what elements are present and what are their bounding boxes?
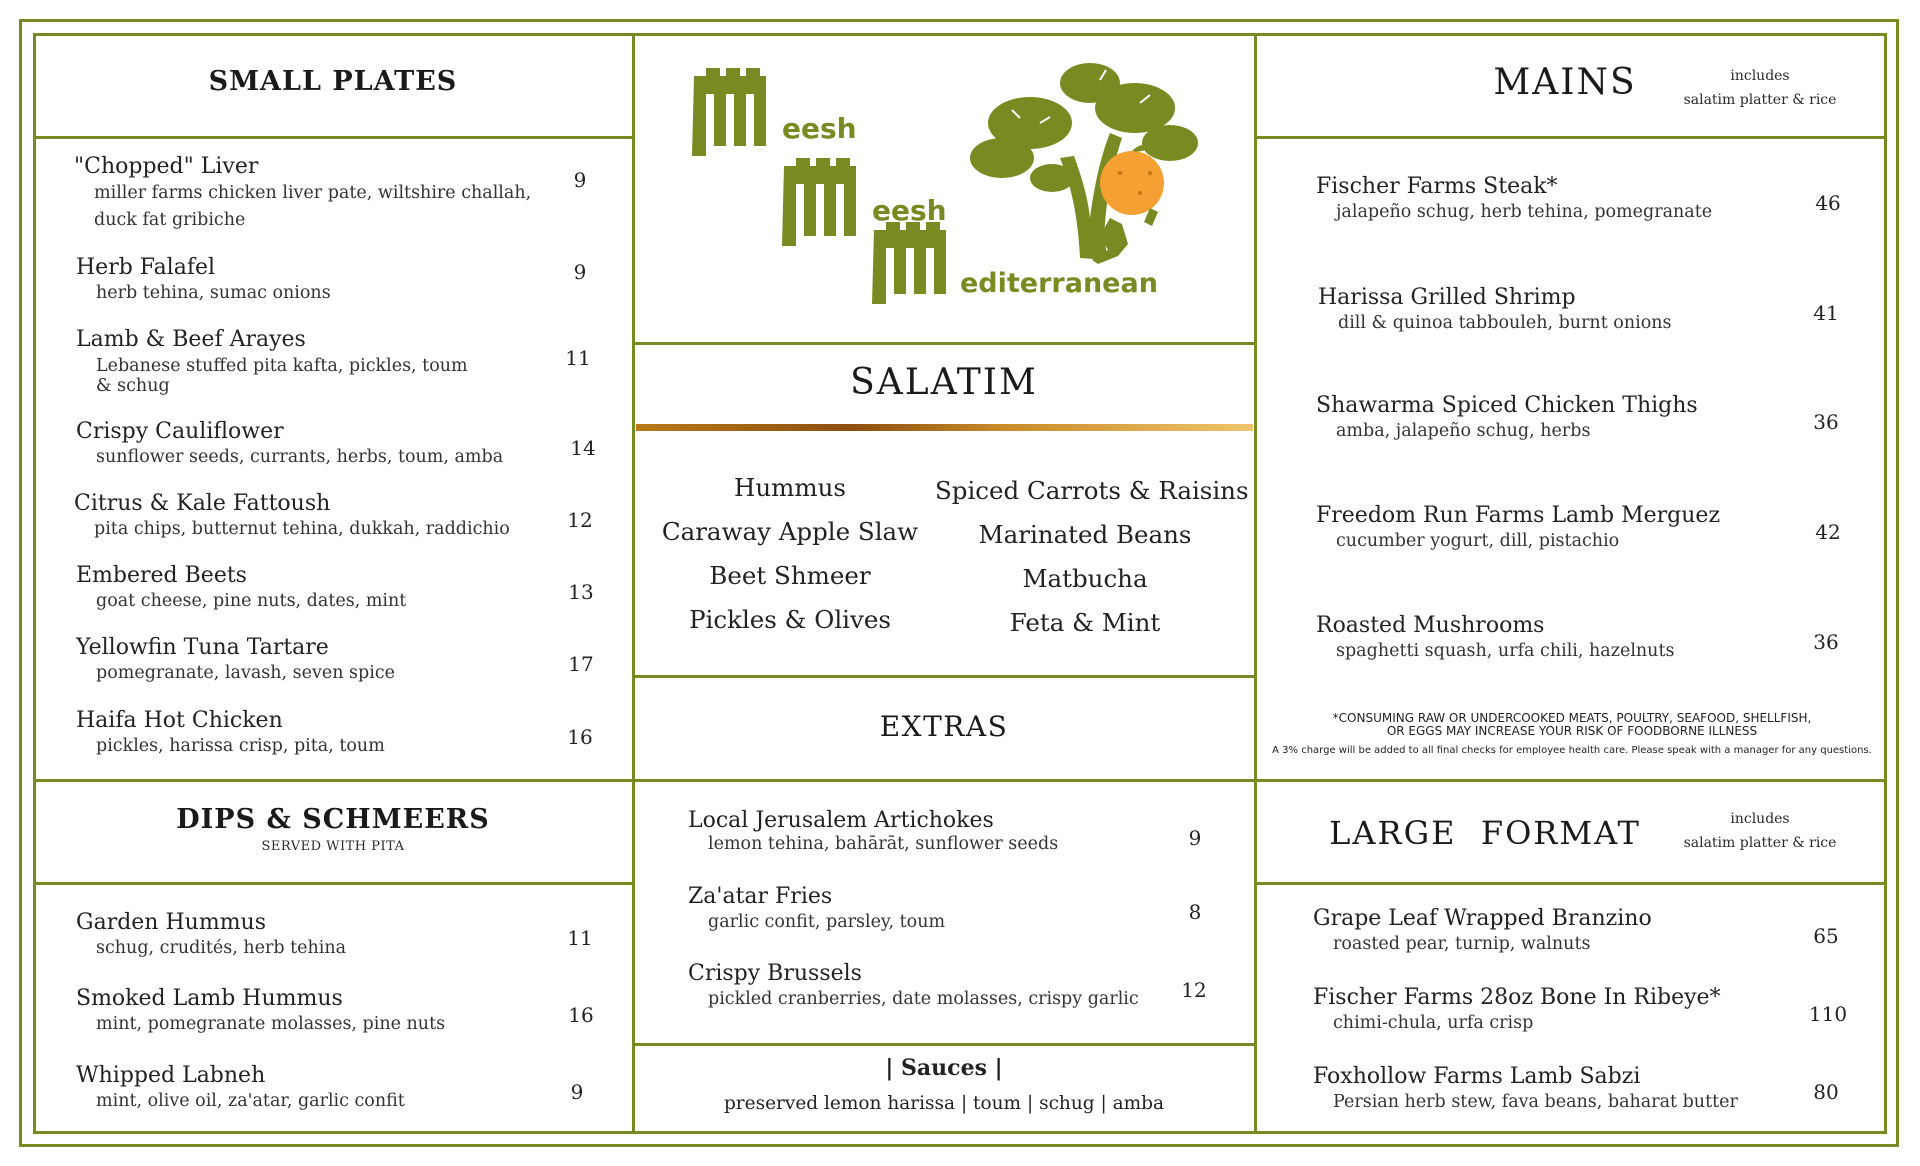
menu-item <box>74 154 544 234</box>
mains-header-rule <box>1255 136 1887 139</box>
item-description: herb tehina, sumac onions <box>96 283 331 303</box>
mains-note-line2: salatim platter & rice <box>1683 92 1837 108</box>
menu-item <box>76 910 546 960</box>
item-description: lemon tehina, bahārāt, sunflower seeds <box>708 834 1059 854</box>
item-description: miller farms chicken liver pate, wiltshire challah, duck fat gribiche <box>94 183 532 230</box>
salatim-item: Marinated Beans <box>978 520 1192 549</box>
dips-header-rule <box>33 882 633 885</box>
menu-item <box>1313 906 1813 956</box>
menu-item <box>688 808 1168 854</box>
item-name: Local Jerusalem Artichokes <box>688 808 994 833</box>
restaurant-logo <box>680 48 1200 316</box>
menu-item <box>76 419 546 469</box>
item-name: Crispy Cauliflower <box>76 419 284 444</box>
item-name: Citrus & Kale Fattoush <box>74 491 331 516</box>
item-name: Crispy Brussels <box>688 961 862 986</box>
logo-text-line3: editerranean <box>960 268 1158 299</box>
item-name: Fischer Farms 28oz Bone In Ribeye* <box>1313 985 1721 1010</box>
item-price: 11 <box>567 926 593 950</box>
salatim-item: Pickles & Olives <box>689 605 891 634</box>
menu-item <box>1316 174 1816 224</box>
sauces-list: preserved lemon harissa | toum | schug | amba <box>723 1093 1165 1114</box>
logo-graphic <box>680 48 1200 316</box>
salatim-item: Beet Shmeer <box>709 561 871 590</box>
item-name: Harissa Grilled Shrimp <box>1318 285 1576 310</box>
large-format-note-line1: includes <box>1730 811 1790 827</box>
item-price: 12 <box>1181 978 1207 1002</box>
item-price: 36 <box>1813 410 1839 434</box>
surcharge-note: A 3% charge will be added to all final checks for employee health care. Please speak with a manager for any questions. <box>1272 745 1872 756</box>
item-description: cucumber yogurt, dill, pistachio <box>1336 531 1620 551</box>
logo-text-line2: eesh <box>872 194 947 227</box>
item-name: Whipped Labneh <box>76 1063 266 1088</box>
item-price: 17 <box>568 652 594 676</box>
item-price: 65 <box>1813 924 1839 948</box>
salatim-item: Hummus <box>734 473 846 502</box>
salatim-bottom-rule <box>633 675 1255 678</box>
item-name: Foxhollow Farms Lamb Sabzi <box>1313 1064 1641 1089</box>
item-name: Freedom Run Farms Lamb Merguez <box>1316 503 1721 528</box>
menu-item <box>76 1063 546 1113</box>
item-price: 80 <box>1813 1080 1839 1104</box>
menu-item <box>1316 613 1816 663</box>
item-description: schug, crudités, herb tehina <box>96 938 347 958</box>
item-name: Embered Beets <box>76 563 247 588</box>
item-price: 14 <box>570 436 596 460</box>
salatim-list <box>640 466 1249 646</box>
item-description: amba, jalapeño schug, herbs <box>1336 421 1591 441</box>
item-price: 9 <box>570 1080 584 1104</box>
item-description: pomegranate, lavash, seven spice <box>96 663 395 683</box>
sauces-title: | Sauces | <box>885 1055 1003 1081</box>
menu-item <box>76 986 546 1036</box>
item-description: mint, olive oil, za'atar, garlic confit <box>96 1091 405 1111</box>
dips-subtitle: SERVED WITH PITA <box>261 839 405 854</box>
menu-item <box>688 961 1188 1011</box>
item-description: garlic confit, parsley, toum <box>708 912 946 932</box>
small-plates-title: SMALL PLATES <box>208 66 458 97</box>
column-divider-right <box>1254 33 1257 1134</box>
item-name: Yellowfin Tuna Tartare <box>76 635 329 660</box>
item-name: Haifa Hot Chicken <box>76 708 283 733</box>
item-description: sunflower seeds, currants, herbs, toum, amba <box>96 447 504 467</box>
item-name: Roasted Mushrooms <box>1316 613 1545 638</box>
large-format-note-line2: salatim platter & rice <box>1683 835 1837 851</box>
dips-title: DIPS & SCHMEERS <box>176 804 490 835</box>
item-description: chimi-chula, urfa crisp <box>1333 1013 1534 1033</box>
item-price: 16 <box>567 725 593 749</box>
item-description: Lebanese stuffed pita kafta, pickles, toum & schug <box>96 356 468 396</box>
logo-text-line1: eesh <box>782 112 857 145</box>
tree-icon <box>970 63 1198 260</box>
item-price: 41 <box>1813 301 1839 325</box>
small-plates-header-rule <box>33 136 633 139</box>
item-description: dill & quinoa tabbouleh, burnt onions <box>1338 313 1672 333</box>
item-description: pita chips, butternut tehina, dukkah, raddichio <box>94 519 510 539</box>
menu-item <box>76 563 546 613</box>
item-name: Herb Falafel <box>76 255 216 280</box>
item-price: 16 <box>568 1003 594 1027</box>
salatim-title: SALATIM <box>850 362 1038 403</box>
column-divider-left <box>632 33 635 1134</box>
menu-item <box>1313 1064 1813 1114</box>
item-name: Smoked Lamb Hummus <box>76 986 343 1011</box>
item-name: Za'atar Fries <box>688 884 833 909</box>
item-price: 9 <box>573 260 587 284</box>
item-description: jalapeño schug, herb tehina, pomegranate <box>1336 202 1713 222</box>
menu-item <box>76 255 546 305</box>
health-warning-line1: *CONSUMING RAW OR UNDERCOOKED MEATS, POULTRY, SEAFOOD, SHELLFISH, <box>1332 711 1812 725</box>
item-price: 13 <box>568 580 594 604</box>
item-price: 9 <box>573 168 587 192</box>
large-format-header-rule <box>1255 882 1887 885</box>
item-price: 9 <box>1188 826 1202 850</box>
item-description: roasted pear, turnip, walnuts <box>1333 934 1591 954</box>
logo-bottom-rule <box>633 342 1255 345</box>
salatim-item: Spiced Carrots & Raisins <box>935 476 1249 505</box>
menu-item <box>74 491 554 541</box>
item-name: Shawarma Spiced Chicken Thighs <box>1316 393 1698 418</box>
menu-item <box>76 635 546 685</box>
menu-item <box>1316 393 1816 443</box>
large-format-title: LARGE FORMAT <box>1329 814 1641 852</box>
item-description: Persian herb stew, fava beans, baharat butter <box>1333 1092 1738 1112</box>
item-price: 11 <box>565 346 591 370</box>
item-price: 12 <box>567 508 593 532</box>
item-price: 8 <box>1188 900 1202 924</box>
menu-item <box>1316 503 1816 553</box>
salatim-item: Feta & Mint <box>1009 608 1161 637</box>
item-description: mint, pomegranate molasses, pine nuts <box>96 1014 446 1034</box>
item-price: 46 <box>1815 191 1841 215</box>
mains-title: MAINS <box>1493 62 1637 103</box>
item-price: 36 <box>1813 630 1839 654</box>
salatim-item: Caraway Apple Slaw <box>661 517 919 546</box>
health-warning-line2: OR EGGS MAY INCREASE YOUR RISK OF FOODBORNE ILLNESS <box>1386 724 1758 738</box>
menu-item <box>1318 285 1818 335</box>
item-description: pickles, harissa crisp, pita, toum <box>96 736 385 756</box>
mains-note-line1: includes <box>1730 68 1790 84</box>
extras-bottom-rule <box>633 1043 1255 1046</box>
extras-title: EXTRAS <box>879 710 1009 743</box>
item-price: 110 <box>1808 1002 1848 1026</box>
item-price: 42 <box>1815 520 1841 544</box>
item-name: Garden Hummus <box>76 910 267 935</box>
menu-item <box>1313 985 1813 1035</box>
menu-item <box>688 884 1168 934</box>
mid-horizontal-rule <box>33 779 1887 782</box>
item-description: pickled cranberries, date molasses, crispy garlic <box>708 989 1139 1009</box>
item-description: spaghetti squash, urfa chili, hazelnuts <box>1336 641 1675 661</box>
item-name: "Chopped" Liver <box>74 154 259 179</box>
item-name: Grape Leaf Wrapped Branzino <box>1313 906 1652 931</box>
salatim-item: Matbucha <box>1022 564 1148 593</box>
salatim-left-column <box>640 466 940 642</box>
salatim-right-column <box>935 469 1249 645</box>
menu-item <box>76 327 476 396</box>
item-description: goat cheese, pine nuts, dates, mint <box>96 591 407 611</box>
menu-item <box>76 708 546 758</box>
item-name: Fischer Farms Steak* <box>1316 174 1558 199</box>
item-name: Lamb & Beef Arayes <box>76 327 306 352</box>
gold-divider <box>636 424 1253 431</box>
